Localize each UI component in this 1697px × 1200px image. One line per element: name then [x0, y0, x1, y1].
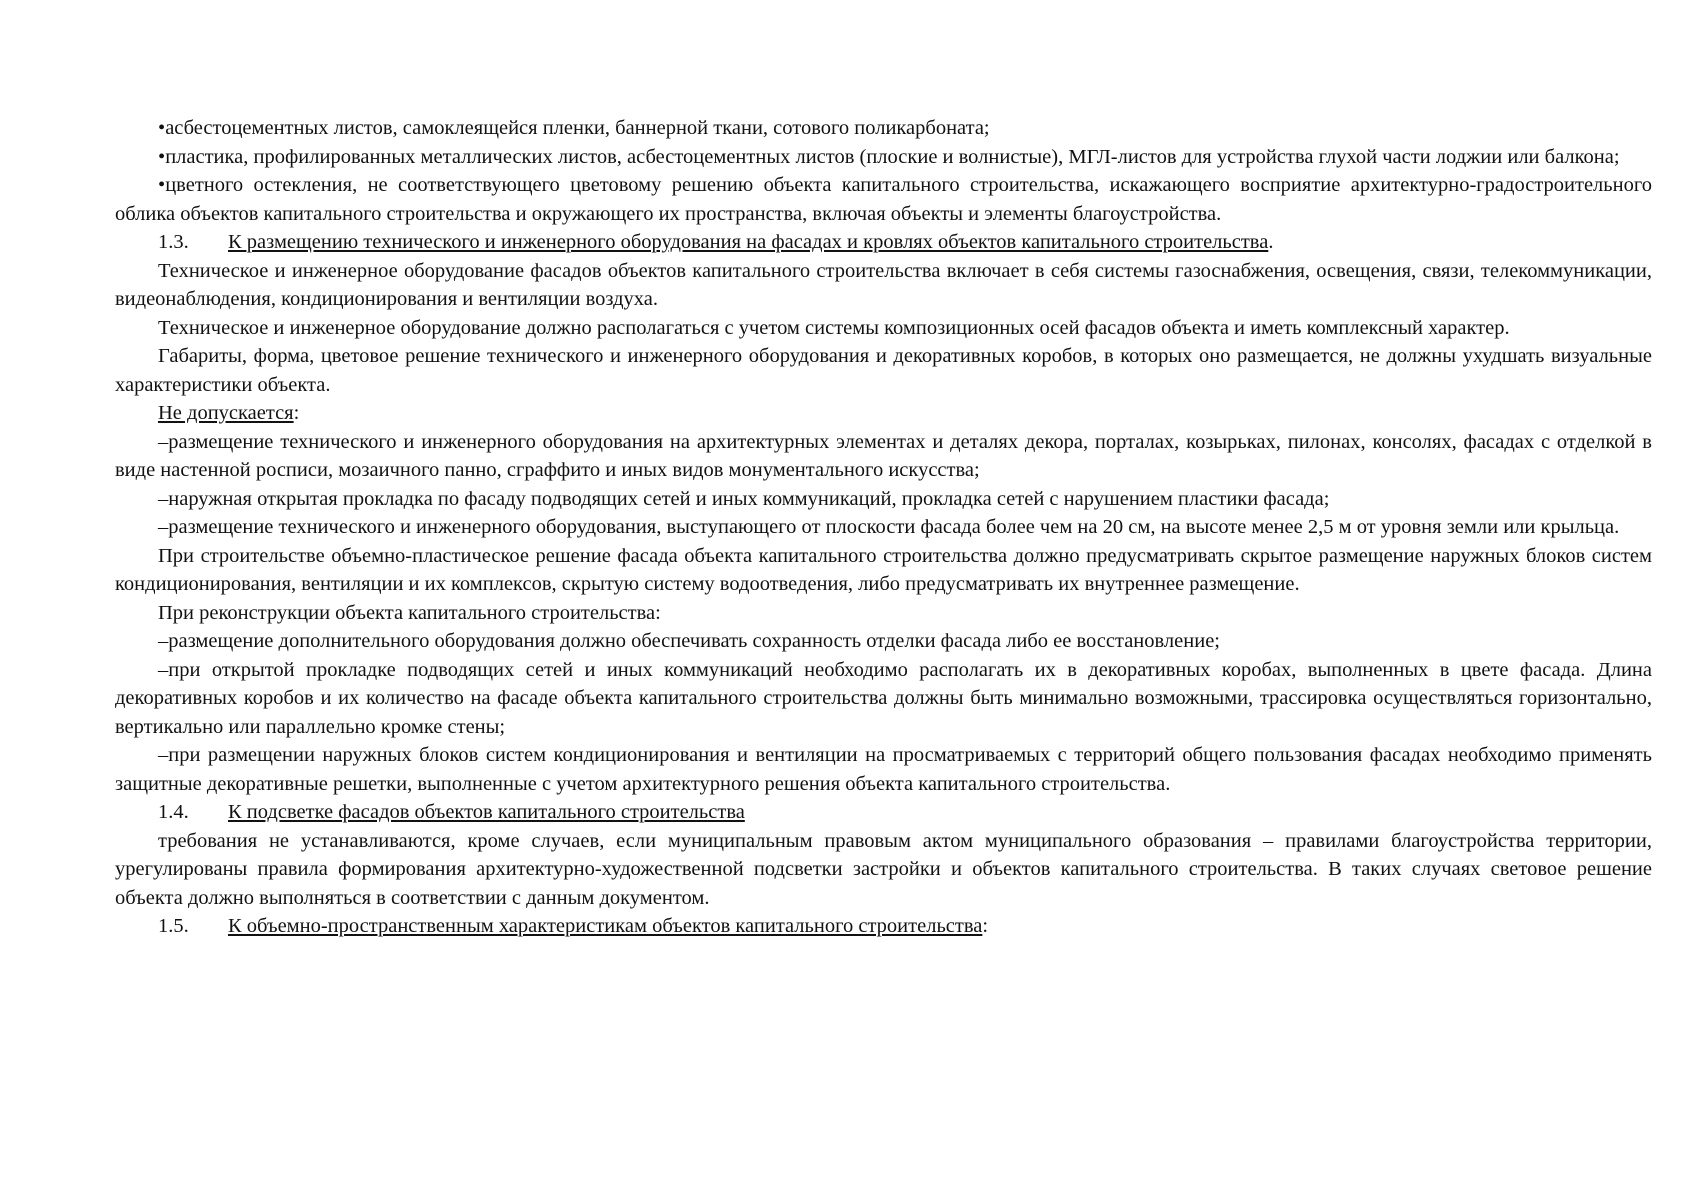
- section-heading-1-5: [115, 912, 1652, 941]
- dash-text: размещение технического и инженерного оборудования, выступающего от плоскости фасада более чем на 20 см, на высоте менее 2,5 м от уровня земли или крыльца.: [168, 516, 1620, 538]
- dash-text: при открытой прокладке подводящих сетей и иных коммуникаций необходимо располагать их в декоративных коробах, выполненных в цвете фасада. Длина декоративных коробов и их количество на фасаде объекта капитального строительства должны быть минимально возможными, трассировка осуществляться горизонтально, вертикально или параллельно кромке стены;: [115, 658, 1652, 738]
- bullet-item: [115, 143, 1652, 172]
- dash-item: [115, 656, 1652, 742]
- prohibited-label-suffix: :: [293, 402, 300, 424]
- section-heading-1-3: [115, 228, 1652, 257]
- section-title: К объемно-пространственным характеристикам объектов капитального строительства: [228, 915, 983, 937]
- body-paragraph: При строительстве объемно-пластическое решение фасада объекта капитального строительства должно предусматривать скрытое размещение наружных блоков систем кондиционирования, вентиляции и их комплексов, скрытую систему водоотведения, либо предусматривать их внутреннее размещение.: [115, 544, 1652, 595]
- dash-marker: –: [158, 658, 169, 681]
- section-title: К подсветке фасадов объектов капитального строительства: [228, 801, 745, 823]
- bullet-marker: •: [158, 117, 166, 139]
- body-paragraph: Габариты, форма, цветовое решение технического и инженерного оборудования и декоративных коробов, в которых оно размещается, не должны ухудшать визуальные характеристики объекта.: [115, 345, 1652, 396]
- bullet-text: пластика, профилированных металлических листов, асбестоцементных листов (плоские и волнистые), МГЛ-листов для устройства глухой части лоджии или балкона;: [165, 145, 1620, 168]
- dash-text: размещение дополнительного оборудования должно обеспечивать сохранность отделки фасада либо ее восстановление;: [168, 630, 1220, 652]
- dash-marker: –: [158, 430, 169, 453]
- document-page: [115, 114, 1652, 941]
- bullet-item: [115, 171, 1652, 228]
- dash-marker: –: [158, 744, 169, 766]
- body-paragraph: При реконструкции объекта капитального строительства:: [158, 601, 661, 624]
- dash-text: наружная открытая прокладка по фасаду подводящих сетей и иных коммуникаций, прокладка сетей с нарушением пластики фасада;: [168, 487, 1330, 510]
- dash-text: при размещении наружных блоков систем кондиционирования и вентиляции на просматриваемых с территорий общего пользования фасадах необходимо применять защитные декоративные решетки, выполненные с учетом архитектурного решения объекта капитального строительства.: [115, 744, 1652, 795]
- dash-item: [115, 627, 1652, 656]
- bullet-marker: •: [158, 145, 166, 168]
- bullet-text: цветного остекления, не соответствующего цветовому решению объекта капитального строительства, искажающего восприятие архитектурно-градостроительного облика объектов капитального строительства и окружающего их пространства, включая объекты и элементы благоустройства.: [115, 174, 1652, 225]
- body-paragraph: Техническое и инженерное оборудование фасадов объектов капитального строительства включает в себя системы газоснабжения, освещения, связи, телекоммуникации, видеонаблюдения, кондиционирования и вентиляции воздуха.: [115, 259, 1652, 310]
- bullet-text: асбестоцементных листов, самоклеящейся пленки, баннерной ткани, сотового поликарбоната;: [165, 117, 990, 139]
- bullet-marker: •: [158, 174, 166, 196]
- dash-item: [115, 513, 1652, 542]
- bullet-item: [115, 114, 1652, 143]
- dash-marker: –: [158, 516, 169, 538]
- body-paragraph: требования не устанавливаются, кроме случаев, если муниципальным правовым актом муниципального образования – правилами благоустройства территории, урегулированы правила формирования архитектурно-художественной подсветки застройки и объектов капитального строительства. В таких случаях световое решение объекта должно выполняться в соответствии с данным документом.: [115, 829, 1652, 909]
- section-title: К размещению технического и инженерного оборудования на фасадах и кровлях объектов капитального строительства: [228, 231, 1269, 253]
- dash-item: [115, 485, 1652, 514]
- section-number: 1.3.: [158, 231, 189, 253]
- section-title-suffix: .: [1268, 231, 1274, 253]
- dash-item: [115, 428, 1652, 485]
- dash-item: [115, 741, 1652, 798]
- dash-text: размещение технического и инженерного оборудования на архитектурных элементах и деталях декора, порталах, козырьках, пилонах, консолях, фасадах с отделкой в виде настенной росписи, мозаичного панно, сграффито и иных видов монументального искусства;: [115, 430, 1652, 481]
- section-title-suffix: :: [982, 915, 989, 937]
- section-number: 1.5.: [158, 915, 189, 937]
- prohibited-label: [115, 399, 1652, 428]
- prohibited-label-text: Не допускается: [158, 402, 294, 424]
- dash-marker: –: [158, 487, 169, 510]
- section-number: 1.4.: [158, 801, 189, 823]
- section-heading-1-4: [115, 798, 1652, 827]
- dash-marker: –: [158, 630, 169, 652]
- body-paragraph: Техническое и инженерное оборудование должно располагаться с учетом системы композиционных осей фасадов объекта и иметь комплексный характер.: [158, 316, 1510, 339]
